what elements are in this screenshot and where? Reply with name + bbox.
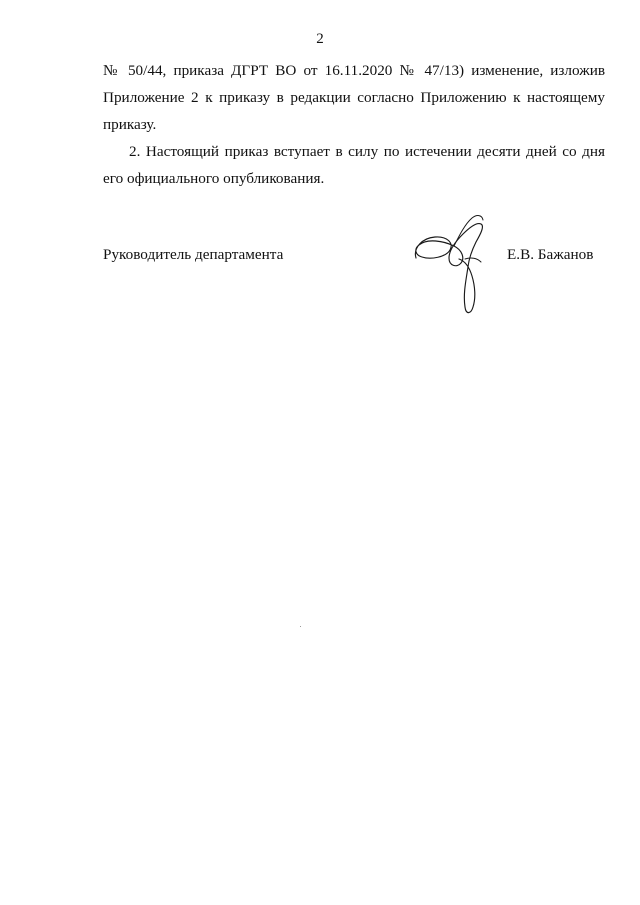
- page-number: 2: [316, 31, 324, 47]
- signatory-position: Руководитель департамента: [103, 246, 284, 263]
- paragraph-1-line-1: № 50/44, приказа ДГРТ ВО от 16.11.2020 № 47/13) изменение, изложив: [103, 62, 605, 79]
- scan-dot: [300, 626, 301, 627]
- paragraph-1-line-2: Приложение 2 к приказу в редакции согласно Приложению к настоящему: [103, 89, 605, 106]
- handwritten-signature-icon: [407, 210, 503, 322]
- signatory-name: Е.В. Бажанов: [507, 246, 594, 263]
- paragraph-1-line-3: приказу.: [103, 116, 157, 133]
- paragraph-2-line-2: его официального опубликования.: [103, 170, 325, 187]
- paragraph-2-line-1: 2. Настоящий приказ вступает в силу по истечении десяти дней со дня: [129, 143, 605, 160]
